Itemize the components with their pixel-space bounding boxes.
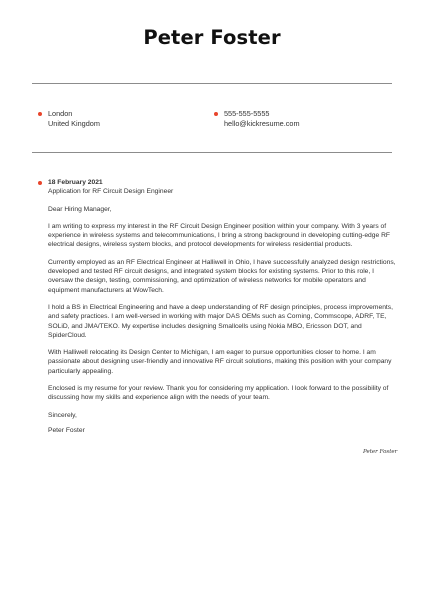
- address-line-country: United Kingdom: [48, 119, 100, 128]
- contact-address: [48, 109, 100, 129]
- letter-date: 18 February 2021: [48, 179, 103, 186]
- location-bullet-icon: [38, 112, 42, 116]
- contact-bullet-icon: [214, 112, 218, 116]
- contact-divider: [32, 152, 392, 153]
- handwritten-signature: Peter Foster: [363, 449, 398, 455]
- contact-details: [224, 109, 300, 129]
- address-line-city: London: [48, 109, 73, 118]
- letter-subject: Application for RF Circuit Design Engineer: [48, 188, 174, 196]
- date-bullet-icon: [38, 181, 42, 185]
- letter-closing: Sincerely,: [48, 411, 77, 419]
- letter-date-row: [48, 178, 398, 187]
- letter-paragraph: I hold a BS in Electrical Engineering and have a deep understanding of RF design principles, process improvements, and safety practices. I am well-versed in working with major DAS OEMs such as Corning, Commscope, ADRF, TE, SOLiD, and JMA/TEKO. My expertise includes designing Smallcells using Nokia MBO, Ericsson DOT, and SpiderCloud.: [48, 303, 393, 339]
- header-divider: [32, 83, 392, 84]
- applicant-name: Peter Foster: [143, 26, 281, 49]
- letter-sender-name: Peter Foster: [48, 426, 85, 434]
- letter-paragraph: Currently employed as an RF Electrical Engineer at Halliwell in Ohio, I have successfully analyzed design restrictions, developed and tested RF circuit designs, and integrated system blocks for existing systems. Prior to this role, I oversaw the design, testing, commissioning, and optimization of wireless networks for mobile operators and equipment manufacturers at WowTech.: [48, 258, 396, 294]
- letter-body: [48, 178, 398, 435]
- email-address: hello@kickresume.com: [224, 119, 300, 128]
- phone-number: 555-555-5555: [224, 109, 270, 118]
- letter-paragraph: Enclosed is my resume for your review. Thank you for considering my application. I look forward to the possibility of discussing how my skills and experience align with the needs of your team.: [48, 385, 389, 402]
- letter-paragraph: I am writing to express my interest in the RF Circuit Design Engineer position within your company. With 3 years of experience in wireless systems and telecommunications, I bring a strong background in developing cutting-edge RF electrical designs, wireless system blocks, and protocol developments for wireless residential products.: [48, 222, 390, 249]
- letter-greeting: Dear Hiring Manager,: [48, 205, 112, 213]
- letter-paragraph: With Halliwell relocating its Design Center to Michigan, I am eager to pursue opportunities closer to home. I am passionate about designing user-friendly and innovative RF circuit solutions, making this position with your company particularly appealing.: [48, 349, 392, 375]
